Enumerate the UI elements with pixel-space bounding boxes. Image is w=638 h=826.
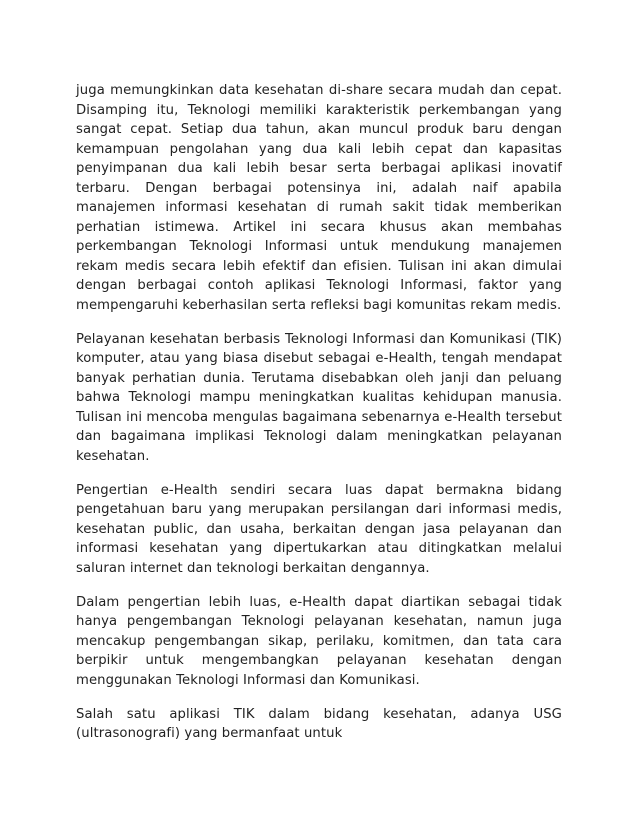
paragraph-3: Pengertian e-Health sendiri secara luas dapat bermakna bidang pengetahuan baru yang merupakan persilangan dari informasi medis, kesehatan public, dan usaha, berkaitan dengan jasa pelayanan dan informasi kesehatan yang dipertukarkan atau ditingkatkan melalui saluran internet dan teknologi berkaitan dengannya. — [76, 482, 562, 576]
paragraph-5: Salah satu aplikasi TIK dalam bidang kesehatan, adanya USG (ultrasonografi) yang bermanfaat untuk — [76, 706, 562, 741]
document-body — [76, 81, 562, 758]
paragraph-1: juga memungkinkan data kesehatan di-share secara mudah dan cepat. Disamping itu, Teknologi memiliki karakteristik perkembangan yang sangat cepat. Setiap dua tahun, akan muncul produk baru dengan kemampuan pengolahan yang dua kali lebih cepat dan kapasitas penyimpanan dua kali lebih besar serta berbagai aplikasi inovatif terbaru. Dengan berbagai potensinya ini, adalah naif apabila manajemen informasi kesehatan di rumah sakit tidak memberikan perhatian istimewa. Artikel ini secara khusus akan membahas perkembangan Teknologi Informasi untuk mendukung manajemen rekam medis secara lebih efektif dan efisien. Tulisan ini akan dimulai dengan berbagai contoh aplikasi Teknologi Informasi, faktor yang mempengaruhi keberhasilan serta refleksi bagi komunitas rekam medis. — [76, 83, 562, 313]
paragraph-4: Dalam pengertian lebih luas, e-Health dapat diartikan sebagai tidak hanya pengembangan Teknologi pelayanan kesehatan, namun juga mencakup pengembangan sikap, perilaku, komitmen, dan tata cara berpikir untuk mengembangkan pelayanan kesehatan dengan menggunakan Teknologi Informasi dan Komunikasi. — [76, 594, 562, 688]
paragraph-2: Pelayanan kesehatan berbasis Teknologi Informasi dan Komunikasi (TIK) komputer, atau yang biasa disebut sebagai e-Health, tengah mendapat banyak perhatian dunia. Terutama disebabkan oleh janji dan peluang bahwa Teknologi mampu meningkatkan kualitas kehidupan manusia. Tulisan ini mencoba mengulas bagaimana sebenarnya e-Health tersebut dan bagaimana implikasi Teknologi dalam meningkatkan pelayanan kesehatan. — [76, 331, 562, 464]
